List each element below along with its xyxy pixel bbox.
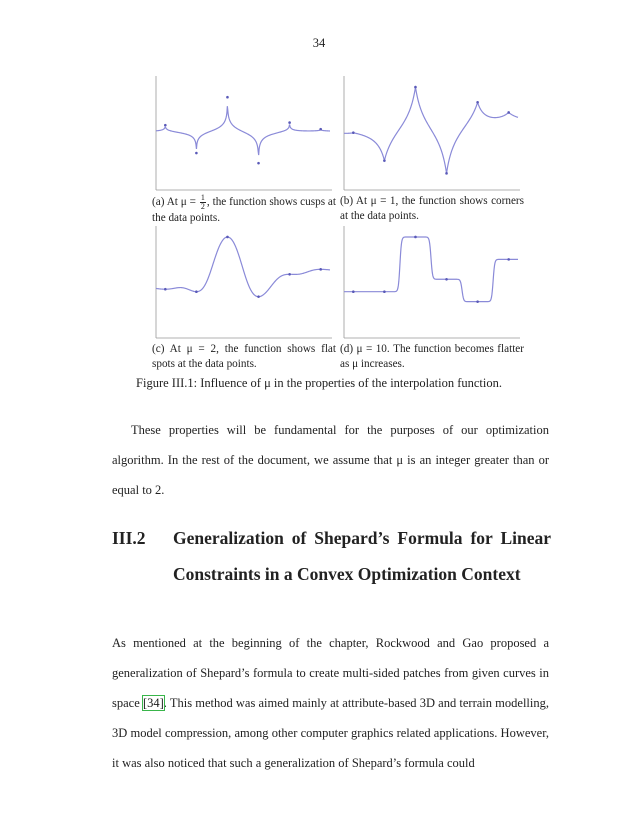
subfigure-c-text: At μ = 2, the function shows flat spots at the data points. <box>152 343 337 370</box>
paragraph-shepard-pre: As mentioned at the beginning of the chapter, Rockwood and Gao proposed a generalization of Shepard’s formula to create multi-sided patches from given curves in space <box>112 636 549 710</box>
fraction <box>200 194 206 211</box>
data-point <box>352 290 355 293</box>
data-point <box>507 258 510 261</box>
subfigure-d-label: (d) <box>340 343 354 355</box>
interpolation-curve <box>156 106 330 155</box>
fraction-denominator: 2 <box>200 202 205 211</box>
citation-link[interactable]: [34] <box>142 696 164 710</box>
data-point <box>226 96 229 99</box>
data-point <box>352 131 355 134</box>
subfigure-b-label: (b) <box>340 195 354 207</box>
subfigure-b-caption <box>340 194 524 224</box>
data-point <box>288 121 291 124</box>
data-point <box>319 128 322 131</box>
data-point <box>288 273 291 276</box>
subfigure-d-caption <box>340 342 524 372</box>
section-title: Generalization of Shepard’s Formula for Linear Constraints in a Convex Optimization Context <box>173 528 551 584</box>
subfigure-b-text: At μ = 1, the function shows corners at the data points. <box>340 195 525 222</box>
plot-c <box>152 226 332 342</box>
interpolation-curve <box>344 88 518 173</box>
figure-caption: Figure III.1: Influence of μ in the properties of the interpolation function. <box>136 376 502 390</box>
subfigure-d <box>340 226 520 342</box>
fraction-numerator: 1 <box>200 193 205 202</box>
paragraph-properties: These properties will be fundamental for the purposes of our optimization algorithm. In the rest of the document, we assume that μ is an integer greater than or equal to 2. <box>112 423 549 497</box>
data-point <box>226 236 229 239</box>
data-point <box>414 86 417 89</box>
data-point <box>476 101 479 104</box>
plot-a <box>152 76 332 194</box>
section-number: III.2 <box>112 528 146 548</box>
subfigure-a-label: (a) <box>152 196 165 209</box>
data-point <box>414 236 417 239</box>
subfigure-a <box>152 76 332 194</box>
data-point <box>257 295 260 298</box>
page-number: 34 <box>312 36 326 50</box>
data-point <box>383 290 386 293</box>
data-point <box>445 172 448 175</box>
data-point <box>445 278 448 281</box>
data-point <box>383 159 386 162</box>
subfigure-b <box>340 76 520 194</box>
subfigure-a-caption <box>152 194 336 226</box>
data-point <box>164 288 167 291</box>
plot-b <box>340 76 520 194</box>
data-point <box>476 300 479 303</box>
paragraph-shepard-post: . This method was aimed mainly at attribute-based 3D and terrain modelling, 3D model compression, among other computer graphics related applications. However, it was also noticed that such a generalization of Shepard’s formula could <box>112 696 549 770</box>
subfigure-c <box>152 226 332 342</box>
subfigure-d-text: μ = 10. The function becomes flatter as μ increases. <box>340 343 524 370</box>
data-point <box>319 268 322 271</box>
paragraph-shepard <box>112 628 549 778</box>
subfigure-c-caption <box>152 342 336 372</box>
data-point <box>257 162 260 165</box>
data-point <box>195 152 198 155</box>
interpolation-curve <box>344 237 518 302</box>
data-point <box>507 111 510 114</box>
subfigure-a-text-post: , the function shows cusps at the data points. <box>152 196 337 224</box>
interpolation-curve <box>156 237 330 297</box>
data-point <box>164 124 167 127</box>
data-point <box>195 290 198 293</box>
plot-d <box>340 226 520 342</box>
subfigure-c-label: (c) <box>152 343 165 355</box>
subfigure-a-text-pre: At μ = <box>166 196 199 209</box>
